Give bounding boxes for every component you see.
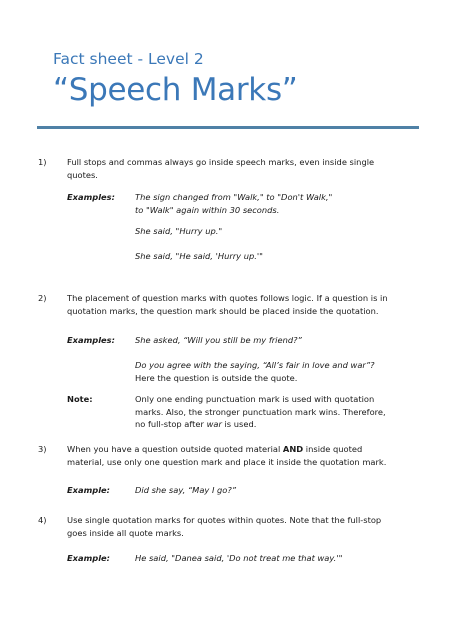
- example-text: She asked, “Will you still be my friend?”: [135, 335, 302, 345]
- section-text-line: The placement of question marks with quotes follows logic. If a question is in: [67, 293, 388, 303]
- section-number: 3): [38, 444, 47, 454]
- section-text: [67, 443, 407, 469]
- example-text: He said, "Danea said, 'Do not treat me that way.'": [135, 553, 343, 563]
- example-line: to "Walk" again within 30 seconds.: [135, 204, 280, 215]
- note-emphasis: war: [206, 419, 222, 429]
- section-number: 1): [38, 157, 47, 167]
- section-text: [67, 156, 407, 182]
- section-text-part: inside quoted: [303, 444, 363, 454]
- example-line: Here the question is outside the quote.: [135, 372, 298, 383]
- section-text: [67, 514, 407, 540]
- example-text: Did she say, “May I go?”: [135, 485, 237, 495]
- examples-label: Examples:: [67, 335, 115, 345]
- example-text: [135, 359, 420, 384]
- section-text-line: [67, 443, 407, 456]
- note-text: [135, 393, 420, 431]
- example-text: [135, 191, 420, 216]
- section-text-line: Use single quotation marks for quotes within quotes. Note that the full-stop: [67, 515, 382, 525]
- example-text: She said, "He said, 'Hurry up.'": [135, 251, 263, 261]
- examples-label: Examples:: [67, 192, 115, 202]
- section-text-line: Full stops and commas always go inside speech marks, even inside single: [67, 157, 375, 167]
- note-label: Note:: [67, 394, 93, 404]
- title-divider: [37, 126, 419, 129]
- note-line: marks. Also, the stronger punctuation mark wins. Therefore,: [135, 406, 386, 417]
- section-text: [67, 292, 407, 318]
- page-subtitle: Fact sheet - Level 2: [53, 50, 204, 68]
- section-number: 2): [38, 293, 47, 303]
- section-text-part: When you have a question outside quoted material: [67, 444, 283, 454]
- section-number: 4): [38, 515, 47, 525]
- section-text-line: goes inside all quote marks.: [67, 528, 184, 538]
- section-text-bold: AND: [282, 444, 304, 454]
- example-label: Example:: [67, 553, 110, 563]
- example-text: She said, "Hurry up.": [135, 226, 223, 236]
- example-line: The sign changed from "Walk," to "Don't Walk,": [135, 192, 333, 202]
- example-label: Example:: [67, 485, 110, 495]
- example-line: Do you agree with the saying, “All’s fair in love and war”?: [135, 360, 375, 370]
- note-line: [135, 418, 420, 431]
- note-line-tail: is used.: [221, 419, 257, 429]
- page-title: “Speech Marks”: [53, 72, 298, 108]
- section-text-line: quotes.: [67, 170, 98, 180]
- note-line: Only one ending punctuation mark is used with quotation: [135, 394, 375, 404]
- note-line-text: no full-stop after: [135, 419, 207, 429]
- section-text-line: quotation marks, the question mark should be placed inside the quotation.: [67, 306, 379, 316]
- section-text-line: material, use only one question mark and place it inside the quotation mark.: [67, 457, 387, 467]
